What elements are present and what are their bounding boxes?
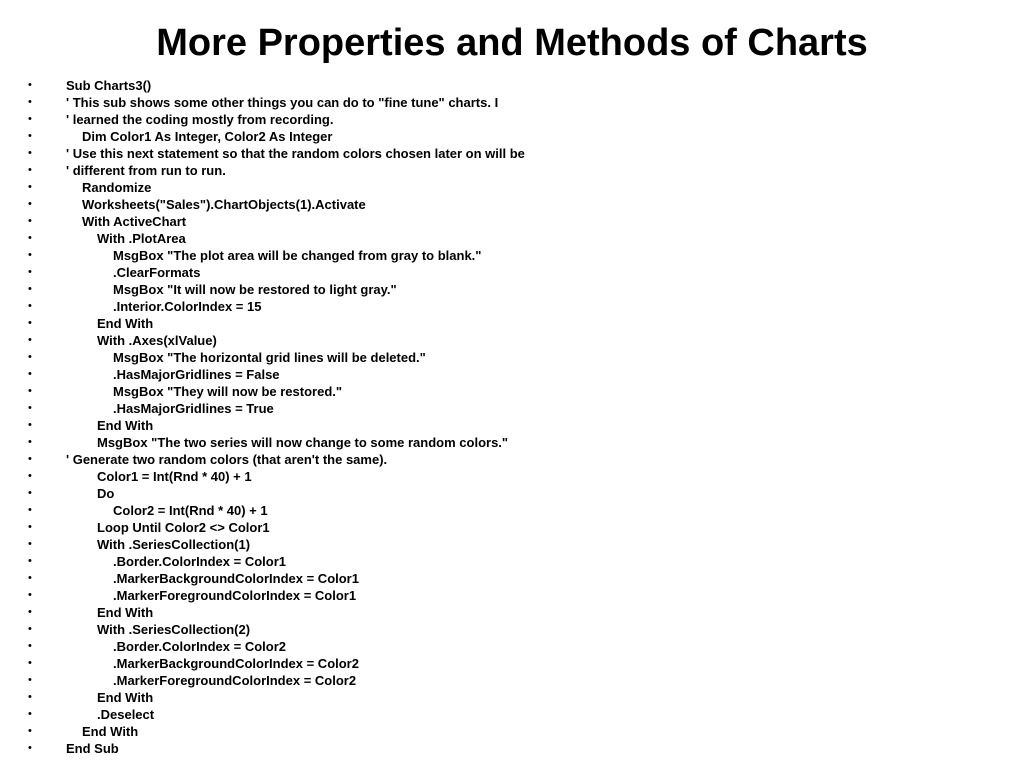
bullet-icon: •	[28, 113, 32, 125]
code-line-text: .Interior.ColorIndex = 15	[113, 299, 262, 314]
code-line	[0, 655, 1024, 672]
code-line-text: ' Generate two random colors (that aren't the same).	[66, 452, 388, 467]
bullet-icon: •	[28, 164, 32, 176]
code-line	[0, 128, 1024, 145]
bullet-icon: •	[28, 351, 32, 363]
code-listing	[0, 77, 1024, 757]
code-line	[0, 179, 1024, 196]
code-line	[0, 213, 1024, 230]
code-line	[0, 689, 1024, 706]
code-line-text: End With	[97, 690, 154, 705]
code-line	[0, 706, 1024, 723]
bullet-icon: •	[28, 232, 32, 244]
code-line-text: .MarkerBackgroundColorIndex = Color1	[113, 571, 359, 586]
code-line	[0, 468, 1024, 485]
bullet-icon: •	[28, 436, 32, 448]
code-line-text: .MarkerForegroundColorIndex = Color1	[113, 588, 357, 603]
bullet-icon: •	[28, 402, 32, 414]
bullet-icon: •	[28, 79, 32, 91]
bullet-icon: •	[28, 215, 32, 227]
code-line-text: Worksheets("Sales").ChartObjects(1).Activate	[82, 197, 366, 212]
code-line	[0, 519, 1024, 536]
code-line-text: .HasMajorGridlines = False	[113, 367, 280, 382]
code-line	[0, 162, 1024, 179]
code-line	[0, 604, 1024, 621]
code-line-text: .Border.ColorIndex = Color1	[113, 554, 287, 569]
bullet-icon: •	[28, 181, 32, 193]
code-line-text: .Border.ColorIndex = Color2	[113, 639, 287, 654]
code-line-text: ' learned the coding mostly from recording.	[66, 112, 334, 127]
code-line-text: MsgBox "It will now be restored to light gray."	[113, 282, 397, 297]
code-line-text: ' Use this next statement so that the random colors chosen later on will be	[66, 146, 525, 161]
bullet-icon: •	[28, 572, 32, 584]
code-line	[0, 553, 1024, 570]
bullet-icon: •	[28, 470, 32, 482]
code-line-text: Sub Charts3()	[66, 78, 152, 93]
bullet-icon: •	[28, 623, 32, 635]
code-line-text: Color2 = Int(Rnd * 40) + 1	[113, 503, 268, 518]
bullet-icon: •	[28, 130, 32, 142]
bullet-icon: •	[28, 283, 32, 295]
code-line-text: ' This sub shows some other things you can do to "fine tune" charts. I	[66, 95, 499, 110]
code-line	[0, 400, 1024, 417]
bullet-icon: •	[28, 317, 32, 329]
code-line-text: .HasMajorGridlines = True	[113, 401, 274, 416]
bullet-icon: •	[28, 742, 32, 754]
code-line-text: .MarkerForegroundColorIndex = Color2	[113, 673, 357, 688]
code-line-text: MsgBox "They will now be restored."	[113, 384, 343, 399]
code-line	[0, 111, 1024, 128]
code-line	[0, 366, 1024, 383]
code-line-text: Randomize	[82, 180, 152, 195]
code-line	[0, 196, 1024, 213]
bullet-icon: •	[28, 249, 32, 261]
bullet-icon: •	[28, 504, 32, 516]
code-line-text: .MarkerBackgroundColorIndex = Color2	[113, 656, 359, 671]
code-line-text: With .SeriesCollection(1)	[97, 537, 251, 552]
code-line-text: MsgBox "The two series will now change to some random colors."	[97, 435, 509, 450]
bullet-icon: •	[28, 419, 32, 431]
bullet-icon: •	[28, 368, 32, 380]
code-line-text: Color1 = Int(Rnd * 40) + 1	[97, 469, 252, 484]
code-line	[0, 672, 1024, 689]
code-line	[0, 247, 1024, 264]
code-line-text: With ActiveChart	[82, 214, 187, 229]
bullet-icon: •	[28, 555, 32, 567]
code-line	[0, 587, 1024, 604]
code-line	[0, 349, 1024, 366]
code-line-text: End With	[97, 316, 154, 331]
code-line	[0, 417, 1024, 434]
code-line	[0, 94, 1024, 111]
code-line	[0, 638, 1024, 655]
code-line-text: With .PlotArea	[97, 231, 186, 246]
code-line	[0, 740, 1024, 757]
bullet-icon: •	[28, 521, 32, 533]
bullet-icon: •	[28, 538, 32, 550]
code-line-text: End With	[97, 605, 154, 620]
code-line	[0, 621, 1024, 638]
code-line-text: MsgBox "The horizontal grid lines will be deleted."	[113, 350, 426, 365]
code-line	[0, 383, 1024, 400]
code-line-text: .Deselect	[97, 707, 155, 722]
code-line	[0, 451, 1024, 468]
code-line	[0, 298, 1024, 315]
code-line	[0, 230, 1024, 247]
code-line	[0, 570, 1024, 587]
bullet-icon: •	[28, 147, 32, 159]
code-line-text: Dim Color1 As Integer, Color2 As Integer	[82, 129, 333, 144]
bullet-icon: •	[28, 266, 32, 278]
code-line	[0, 502, 1024, 519]
bullet-icon: •	[28, 725, 32, 737]
code-line	[0, 77, 1024, 94]
code-line	[0, 332, 1024, 349]
bullet-icon: •	[28, 487, 32, 499]
code-line-text: ' different from run to run.	[66, 163, 226, 178]
bullet-icon: •	[28, 606, 32, 618]
bullet-icon: •	[28, 674, 32, 686]
bullet-icon: •	[28, 300, 32, 312]
bullet-icon: •	[28, 589, 32, 601]
code-line-text: With .SeriesCollection(2)	[97, 622, 251, 637]
code-line-text: End With	[82, 724, 139, 739]
bullet-icon: •	[28, 96, 32, 108]
bullet-icon: •	[28, 640, 32, 652]
code-line	[0, 536, 1024, 553]
code-line	[0, 723, 1024, 740]
code-line	[0, 485, 1024, 502]
code-line	[0, 434, 1024, 451]
slide-title: More Properties and Methods of Charts	[156, 22, 868, 64]
bullet-icon: •	[28, 385, 32, 397]
bullet-icon: •	[28, 334, 32, 346]
code-line-text: MsgBox "The plot area will be changed from gray to blank."	[113, 248, 482, 263]
bullet-icon: •	[28, 198, 32, 210]
code-line-text: End Sub	[66, 741, 119, 756]
bullet-icon: •	[28, 691, 32, 703]
code-line	[0, 281, 1024, 298]
bullet-icon: •	[28, 708, 32, 720]
code-line-text: End With	[97, 418, 154, 433]
code-line-text: With .Axes(xlValue)	[97, 333, 217, 348]
code-line-text: Loop Until Color2 <> Color1	[97, 520, 270, 535]
code-line	[0, 145, 1024, 162]
bullet-icon: •	[28, 657, 32, 669]
bullet-icon: •	[28, 453, 32, 465]
code-line	[0, 315, 1024, 332]
code-line-text: .ClearFormats	[113, 265, 201, 280]
code-line-text: Do	[97, 486, 115, 501]
code-line	[0, 264, 1024, 281]
